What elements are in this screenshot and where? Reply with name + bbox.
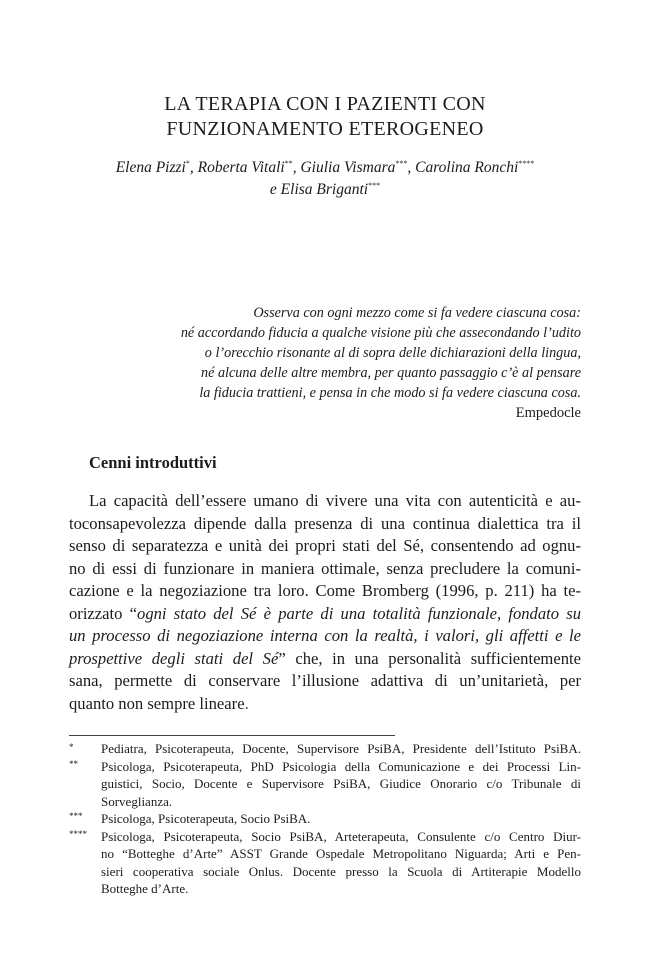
footnote-line: Botteghe d’Arte. [101, 881, 189, 896]
epigraph-line: o l’orecchio risonante al di sopra delle dichiarazioni della lingua, [204, 345, 581, 361]
author-name: Elisa Briganti [280, 181, 369, 198]
footnote-line: Psicologa, Psicoterapeuta, Socio PsiBA, Arteterapeuta, Consulente c/o Centro Diur- [101, 828, 581, 844]
authors-line-2 [0, 176, 650, 200]
body-line: no di essi di funzionare in maniera ottimale, senza precludere la comuni- [69, 558, 581, 578]
footnote-mark: *** [69, 811, 83, 821]
body-text-quote: ogni stato del Sé è parte di una totalità funzionale, fondato su [137, 603, 582, 623]
footnote-mark: * [69, 742, 74, 752]
author-name: Giulia Vismara [300, 159, 396, 176]
footnote-line: Psicologa, Psicoterapeuta, Socio PsiBA. [101, 811, 311, 826]
body-text-plain: quanto non sempre lineare [69, 693, 245, 713]
author-separator: , [189, 159, 198, 176]
epigraph-line: né accordando fiducia a qualche visione più che assecondando l’udito [180, 325, 581, 341]
authors-line-1 [0, 154, 650, 178]
section-heading: Cenni introduttivi [89, 453, 217, 472]
footnote-mark: **** [69, 829, 87, 839]
footnote-line: no “Botteghe d’Arte” ASST Grande Ospedale Metropolitano Niguarda; Arti e Pen- [101, 846, 581, 861]
author-footnote-mark: *** [368, 181, 381, 190]
author-footnote-mark: **** [518, 159, 535, 168]
footnote-line: Psicologa, Psicoterapeuta, PhD Psicologia della Comunicazione e dei Processi Lin- [101, 758, 581, 774]
body-line: La capacità dell’essere umano di vivere una vita con autenticità e au- [89, 491, 581, 510]
author-name: Carolina Ronchi [415, 159, 519, 176]
author-name: Elena Pizzi [115, 159, 186, 176]
body-line: sana, permette di conservare l’illusione adattiva di un’unitarietà, per [69, 671, 581, 690]
title-line-2: FUNZIONAMENTO ETEROGENEO [166, 118, 484, 140]
footnote-line: Pediatra, Psicoterapeuta, Docente, Supervisore PsiBA, Presidente dell’Istituto PsiBA. [101, 741, 581, 756]
body-line [69, 693, 581, 716]
epigraph-line: né alcuna delle altre membra, per quanto passaggio c’è al pensare [201, 365, 581, 381]
body-line: toconsapevolezza dipende dalla presenza di una continua dialettica tra il [69, 513, 581, 533]
author-conjunction: e [269, 181, 281, 198]
author-name: Roberta Vitali [197, 159, 285, 176]
body-text-quote: prospettive degli stati del Sé [69, 648, 279, 668]
body-line: un processo di negoziazione interna con la realtà, i valori, gli affetti e le [69, 626, 581, 645]
body-text-plain: orizzato “ [69, 603, 138, 623]
body-text-plain: ” che, in una personalità sufficientemente [278, 648, 581, 668]
epigraph-line: Osserva con ogni mezzo come si fa vedere ciascuna cosa: [253, 305, 581, 321]
epigraph-author: Empedocle [515, 405, 581, 421]
footnote-line: sieri cooperativa sociale Onlus. Docente presso la Scuola di Artiterapie Modello [101, 863, 581, 879]
author-separator: , [292, 159, 301, 176]
footnote-mark: ** [69, 759, 78, 769]
body-line: cazione e la negoziazione tra loro. Come Bromberg (1996, p. 211) ha te- [69, 581, 581, 600]
body-line [69, 648, 581, 671]
body-line [69, 603, 581, 626]
author-footnote-mark: ** [284, 159, 293, 168]
title-line-1: LA TERAPIA CON I PAZIENTI CON [164, 93, 486, 115]
author-separator: , [407, 159, 416, 176]
footnote-line: Sorveglianza. [101, 793, 173, 809]
author-footnote-mark: * [185, 159, 190, 168]
author-footnote-mark: *** [395, 159, 408, 168]
body-line: senso di separatezza e unità dei propri stati del Sé, consentendo ad ognu- [69, 536, 581, 555]
footnote-divider [69, 735, 395, 736]
final-period: . [244, 693, 249, 713]
epigraph-line: la fiducia trattieni, e pensa in che modo si fa vedere ciascuna cosa. [199, 385, 581, 401]
footnote-line: guistici, Socio, Docente e Supervisore PsiBA, Giudice Onorario c/o Tribunale di [101, 776, 581, 791]
